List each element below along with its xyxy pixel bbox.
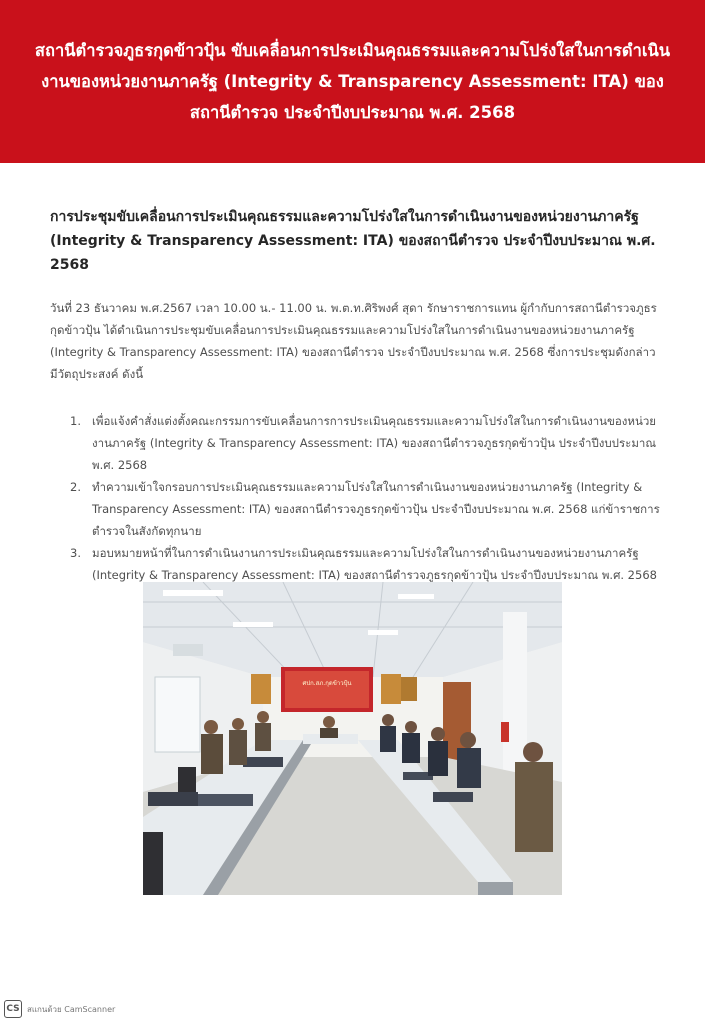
meeting-room-illustration [143,582,562,895]
list-item-number: 1. [70,414,81,428]
list-item-number: 3. [70,546,81,560]
camscanner-logo: CS [4,1000,22,1018]
article-body [50,205,660,586]
list-item-text: ทำความเข้าใจกรอบการประเมินคุณธรรมและความโปร่งใสในการดำเนินงานของหน่วยงานภาครัฐ (Integrity & Transparency Assessment: ITA) ของสถานีตำรวจภูธรกุดข้าวปุ้น ประจำปีงบประมาณ พ.ศ. 2568 แก่ข้าราชการตำรวจในสังกัดทุกนาย [92,480,660,538]
list-item [50,410,660,476]
title-banner [0,0,705,163]
purpose-list [50,410,660,586]
backdrop-text: ศปก.สภ.กุดข้าวปุ้น [302,680,352,687]
list-item-text: เพื่อแจ้งคำสั่งแต่งตั้งคณะกรรมการขับเคลื่อนการการประเมินคุณธรรมและความโปร่งใสในการดำเนินงานของหน่วยงานภาครัฐ (Integrity & Transparency Assessment: ITA) ของสถานีตำรวจภูธรกุดข้าวปุ้น ประจำปีงบประมาณ พ.ศ. 2568 [92,414,657,472]
article-heading: การประชุมขับเคลื่อนการประเมินคุณธรรมและความโปร่งใสในการดำเนินงานของหน่วยงานภาครัฐ (Integrity & Transparency Assessment: ITA) ของสถานีตำรวจ ประจำปีงบประมาณ พ.ศ. 2568 [50,209,656,273]
list-item-number: 2. [70,480,81,494]
page-title: สถานีตำรวจภูธรกุดข้าวปุ้น ขับเคลื่อนการประเมินคุณธรรมและความโปร่งใสในการดำเนินงานของหน่วยงานภาครัฐ (Integrity & Transparency Assessment: ITA) ของสถานีตำรวจ ประจำปีงบประมาณ พ.ศ. 2568 [34,41,671,122]
watermark-text: สแกนด้วย CamScanner [27,1004,116,1014]
scanner-watermark [4,1000,115,1018]
list-item [50,542,660,586]
list-item [50,476,660,542]
list-item-text: มอบหมายหน้าที่ในการดำเนินงานการประเมินคุณธรรมและความโปร่งใสในการดำเนินงานของหน่วยงานภาครัฐ (Integrity & Transparency Assessment: ITA) ของสถานีตำรวจภูธรกุดข้าวปุ้น ประจำปีงบประมาณ พ.ศ. 2568 [92,546,657,582]
intro-paragraph: วันที่ 23 ธันวาคม พ.ศ.2567 เวลา 10.00 น.- 11.00 น. พ.ต.ท.ศิริพงศ์ สุดา รักษาราชการแทน ผู้กำกับการสถานีตำรวจภูธรกุดข้าวปุ้น ได้ดำเนินการประชุมขับเคลื่อนการประเมินคุณธรรมและความโปร่งใสในการดำเนินงานของหน่วยงานภาครัฐ (Integrity & Transparency Assessment: ITA) ของสถานีตำรวจ ประจำปีงบประมาณ พ.ศ. 2568 ซึ่งการประชุมดังกล่าวมีวัตถุประสงค์ ดังนี้ [50,301,657,381]
meeting-photo [143,582,562,895]
